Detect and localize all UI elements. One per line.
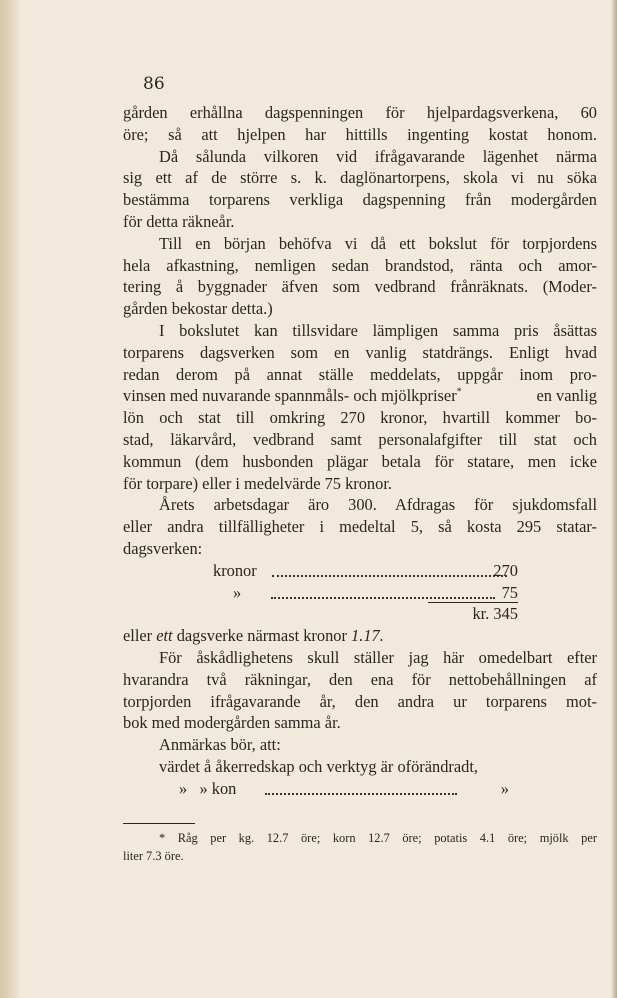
calc-value: 270 (493, 560, 518, 580)
page-binding-shadow (0, 0, 20, 998)
text-line: Till en början behöfva vi då ett bokslut för torpjordens (159, 233, 597, 253)
footnote-line: liter 7.3 öre. (123, 849, 184, 863)
text-line: sig ett af de större s. k. daglönartorpens, skola vi nu söka (123, 168, 597, 188)
text-line-cattle (123, 778, 597, 800)
text-line: redan derom på annat ställe meddelats, uppgår inom pro- (123, 364, 597, 384)
text-line: hela afkastning, nemligen sedan brandstod, ränta och amor- (123, 255, 597, 275)
text-line: gården erhållna dagspenningen för hjelpardagsverkena, 60 (123, 103, 597, 122)
calc-label: » (233, 582, 242, 602)
footnote-marker: * (456, 386, 462, 398)
text-line-part: en vanlig (536, 386, 597, 406)
leader-dots (265, 791, 457, 795)
text-line: hvarandra två räkningar, den ena för nettobehållningen af (123, 669, 597, 689)
text-line: bok med modergården samma år. (123, 713, 341, 733)
text-line: lön och stat till omkring 270 kronor, hvartill kommer bo- (123, 408, 597, 428)
text-line: gården bekostar detta.) (123, 299, 273, 319)
page-number: 86 (143, 74, 165, 94)
footnote-line: * Råg per kg. 12.7 öre; korn 12.7 öre; potatis 4.1 öre; mjölk per (159, 831, 597, 845)
text-line-part: dagsverke närmast kronor (172, 626, 352, 646)
italic-word: ett (156, 626, 173, 646)
text-line-part: » » kon (179, 778, 237, 798)
text-line: öre; så att hjelpen har hittills ingenting kostat honom. (123, 124, 597, 144)
calc-row-total (123, 603, 597, 625)
text-line: För åskådlighetens skull ställer jag här omedelbart efter (159, 647, 597, 667)
text-line: Då sålunda vilkoren vid ifrågavarande lägenhet närma (159, 146, 597, 166)
calc-total: kr. 345 (472, 604, 518, 624)
footnote (123, 829, 597, 865)
text-line: stad, läkarvård, vedbrand samt personalafgifter till stat och (123, 429, 597, 449)
text-line: dagsverken: (123, 538, 203, 558)
text-line: för detta räkneår. (123, 211, 235, 231)
calc-row-wages (123, 560, 597, 582)
text-line-daily-rate (123, 625, 597, 647)
page-edge-shadow (611, 0, 617, 998)
text-line: torparens dagsverken som en vanlig statdrängs. Enligt hvad (123, 342, 597, 362)
body-text-block-1 (123, 102, 597, 800)
calc-label: kronor (213, 560, 257, 580)
text-line: Årets arbetsdagar äro 300. Afdragas för sjukdomsfall (159, 495, 597, 515)
text-line-part: vinsen med nuvarande spannmåls- och mjölkpriser (123, 386, 457, 406)
text-line-with-footnote (123, 385, 597, 407)
footnote-rule (123, 823, 195, 824)
text-line: tering å byggnader äfven som vedbrand frånräknats. (Moder- (123, 277, 597, 297)
leader-dots (271, 595, 495, 599)
text-line: för torpare) eller i medelvärde 75 kronor. (123, 473, 392, 493)
text-line: I bokslutet kan tillsvidare lämpligen samma pris åsättas (159, 320, 597, 340)
text-line: värdet å åkerredskap och verktyg är oförändradt, (159, 756, 479, 776)
calc-row-benefits (123, 582, 597, 604)
text-line: eller andra tillfälligheter i medeltal 5, så kosta 295 statar- (123, 517, 597, 537)
text-line: kommun (dem husbonden plägar betala för statare, men icke (123, 451, 597, 471)
text-line: Anmärkas bör, att: (159, 735, 281, 755)
text-line-part: eller (123, 626, 157, 646)
leader-dots (272, 573, 507, 577)
text-line: torpjorden ifrågavarande år, den andra ur torparens mot- (123, 691, 597, 711)
text-line-part: » (500, 778, 509, 798)
daily-rate-value: 1.17. (351, 626, 384, 646)
text-line: bestämma torparens verkliga dagspenning från modergården (123, 190, 597, 210)
calc-value: 75 (501, 582, 518, 602)
